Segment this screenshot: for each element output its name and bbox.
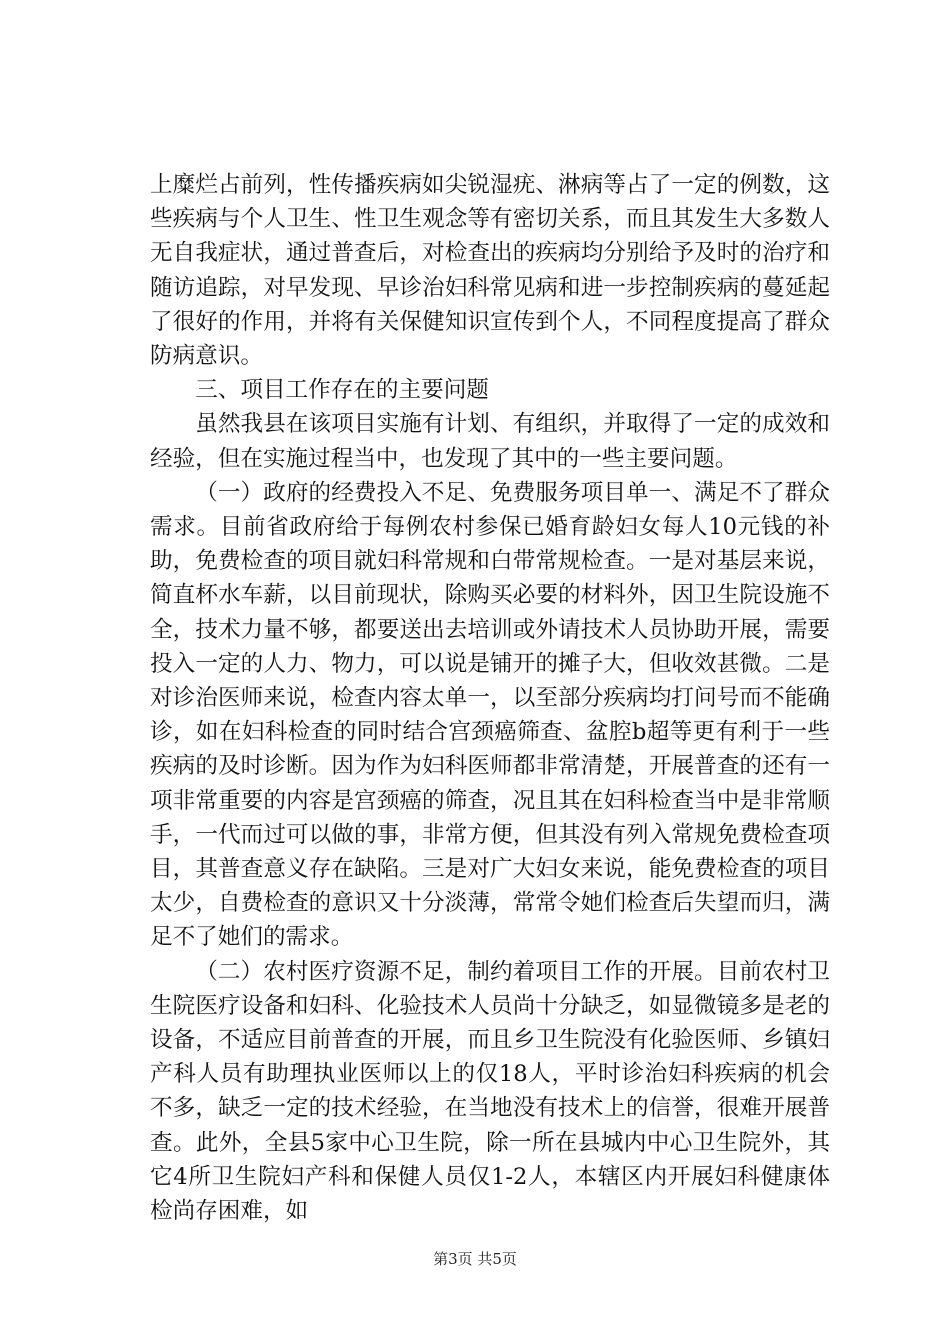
paragraph-continuation: 上糜烂占前列，性传播疾病如尖锐湿疣、淋病等占了一定的例数，这些疾病与个人卫生、性卫生观念等有密切关系，而且其发生大多数人无自我症状，通过普查后，对检查出的疾病均分别给予及时的治疗和随访追踪，对早发现、早诊治妇科常见病和进一步控制疾病的蔓延起了很好的作用，并将有关保健知识宣传到个人，不同程度提高了群众防病意识。 [150, 172, 830, 370]
paragraph-problem-resources: （二）农村医疗资源不足，制约着项目工作的开展。目前农村卫生院医疗设备和妇科、化验技术人员尚十分缺乏，如显微镜多是老的设备，不适应目前普查的开展，而且乡卫生院没有化验医师、乡镇妇产科人员有助理执业医师以上的仅18人，平时诊治妇科疾病的机会不多，缺乏一定的技术经验，在当地没有技术上的信誉，很难开展普查。此外，全县5家中心卫生院，除一所在县城内中心卫生院外，其它4所卫生院妇产科和保健人员仅1-2人，本辖区内开展妇科健康体检尚存困难，如 [150, 958, 830, 1225]
paragraph-intro-problems: 虽然我县在该项目实施有计划、有组织，并取得了一定的成效和经验，但在实施过程当中，也发现了其中的一些主要问题。 [150, 411, 830, 472]
page-number-label: 第3页 共5页 [433, 1250, 517, 1268]
section-heading-problems: 三、项目工作存在的主要问题 [195, 377, 489, 404]
document-body [150, 168, 830, 1228]
page-footer [0, 1248, 950, 1269]
paragraph-problem-funding: （一）政府的经费投入不足、免费服务项目单一、满足不了群众需求。目前省政府给于每例农村参保已婚育龄妇女每人10元钱的补助，免费检查的项目就妇科常规和白带常规检查。一是对基层来说，简直杯水车薪，以目前现状，除购买必要的材料外，因卫生院设施不全，技术力量不够，都要送出去培训或外请技术人员协助开展，需要投入一定的人力、物力，可以说是铺开的摊子大，但收效甚微。二是对诊治医师来说，检查内容太单一，以至部分疾病均打问号而不能确诊，如在妇科检查的同时结合宫颈癌筛查、盆腔b超等更有利于一些疾病的及时诊断。因为作为妇科医师都非常清楚，开展普查的还有一项非常重要的内容是宫颈癌的筛查，况且其在妇科检查当中是非常顺手，一代而过可以做的事，非常方便，但其没有列入常规免费检查项目，其普查意义存在缺陷。三是对广大妇女来说，能免费检查的项目太少，自费检查的意识又十分淡薄，常常令她们检查后失望而归，满足不了她们的需求。 [150, 479, 830, 951]
